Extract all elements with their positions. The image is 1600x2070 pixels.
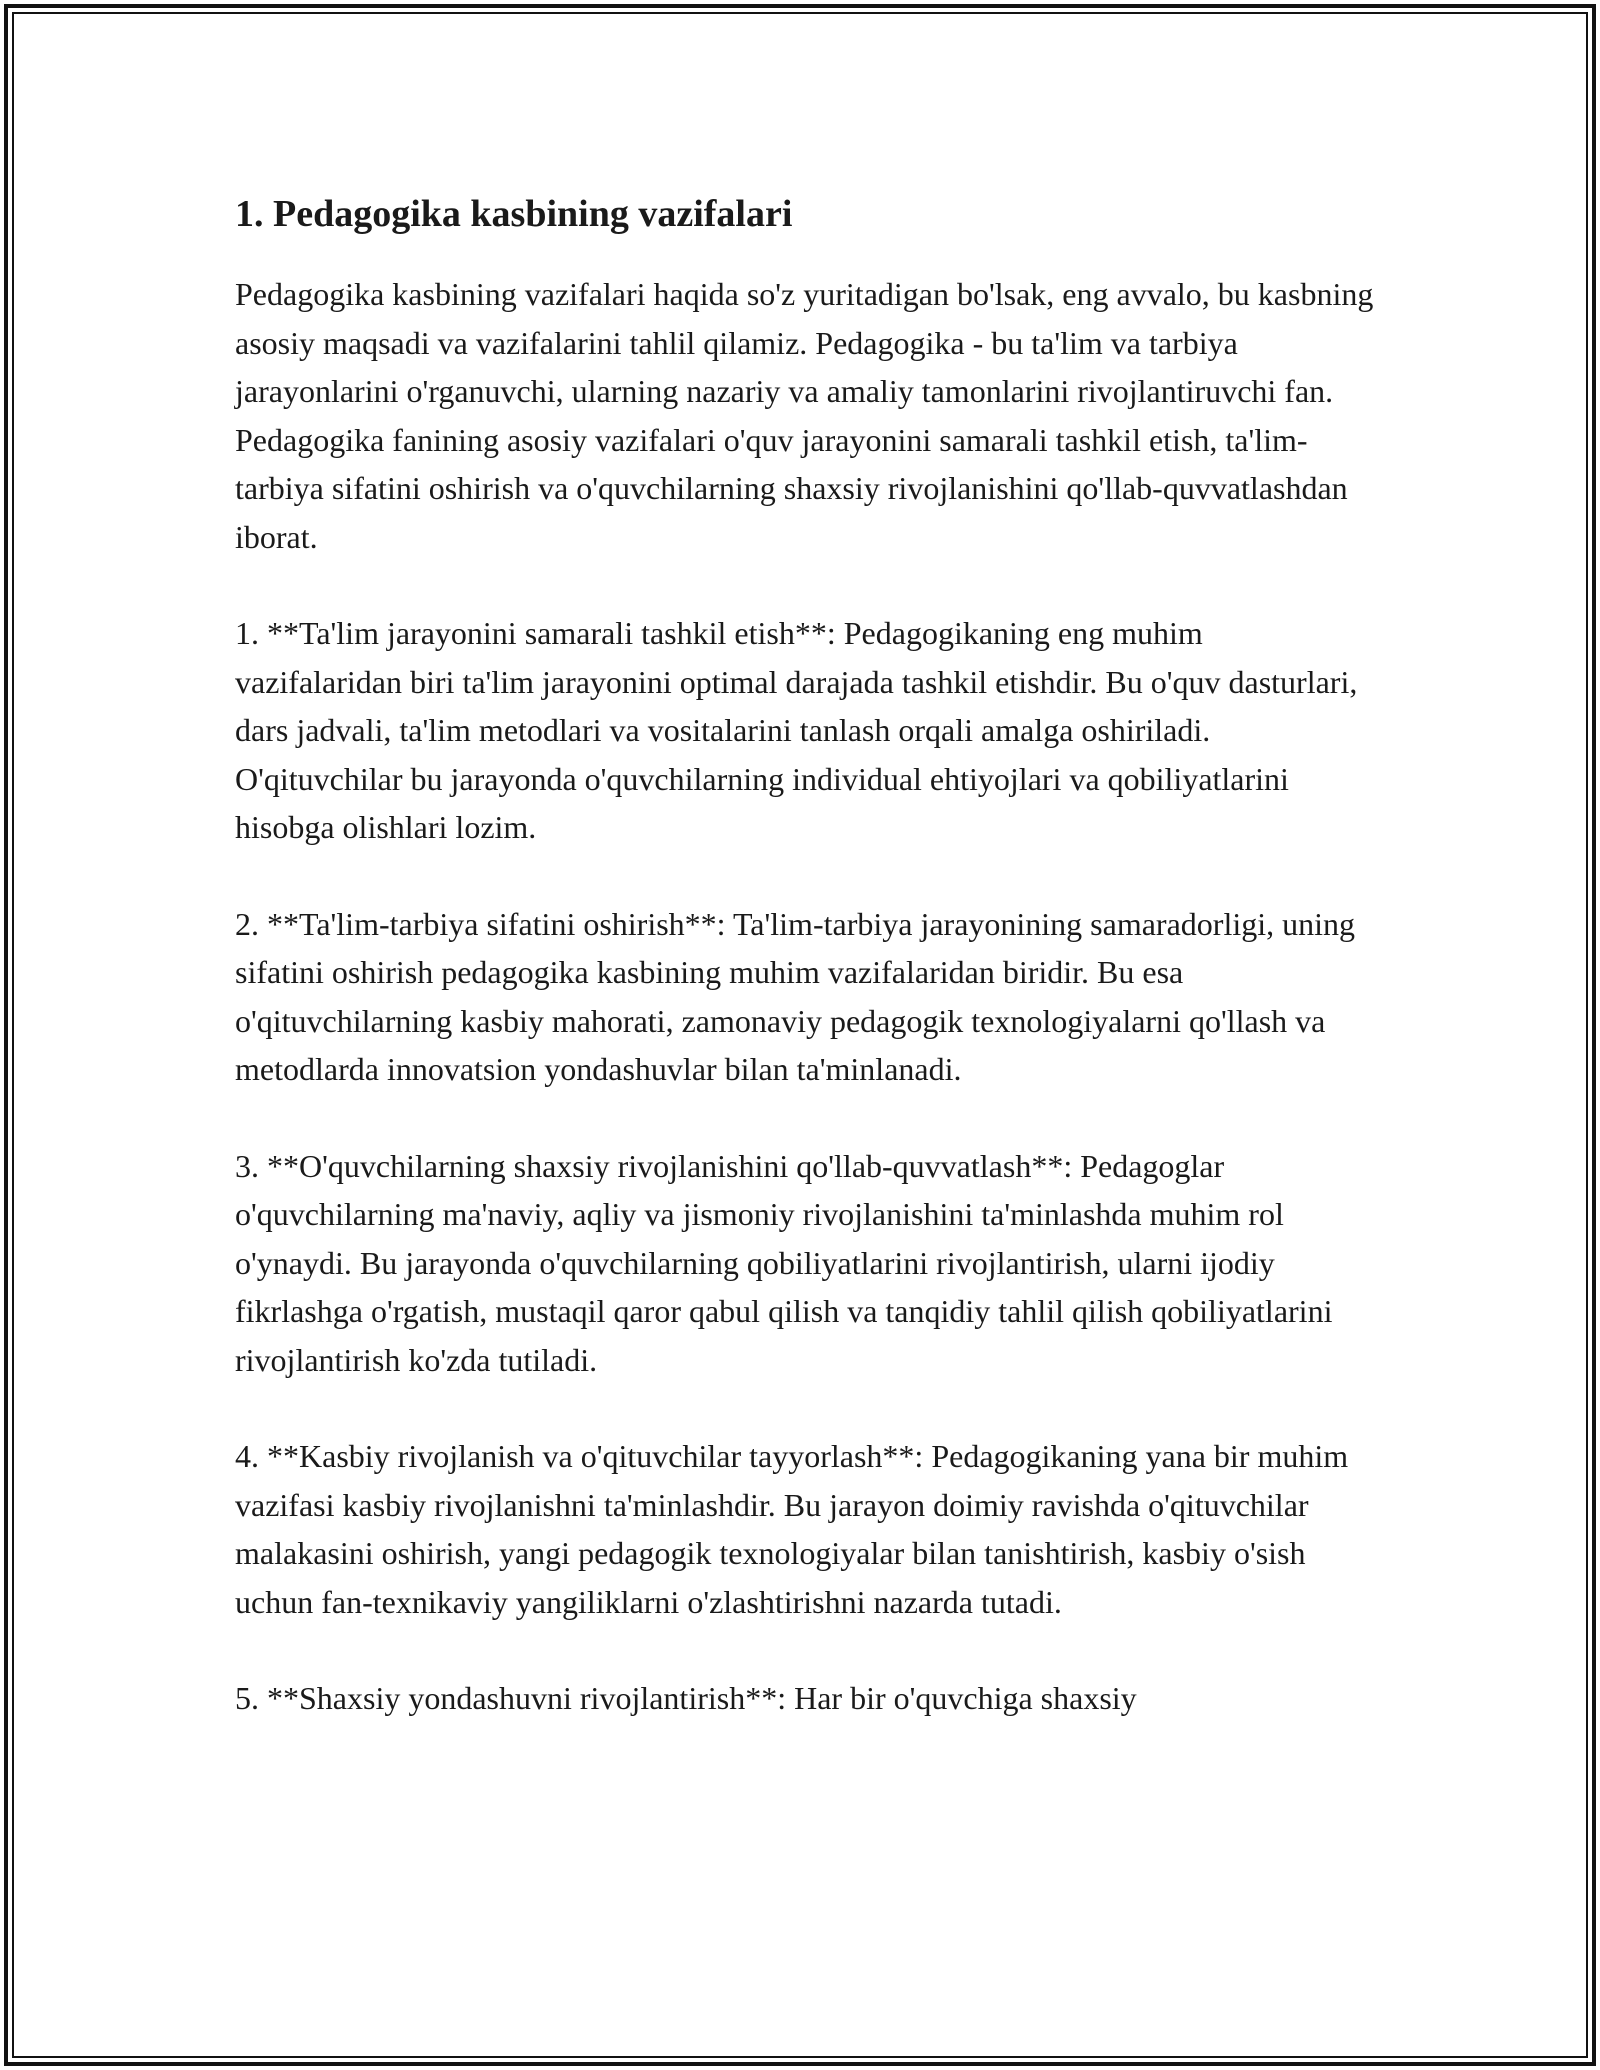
paragraph-item-3: 3. **O'quvchilarning shaxsiy rivojlanishini qo'llab-quvvatlash**: Pedagoglar o'quvchilarning ma'naviy, aqliy va jismoniy rivojlanishini ta'minlashda muhim rol o'ynaydi. Bu jarayonda o'quvchilarning qobiliyatlarini rivojlantirish, ularni ijodiy fikrlashga o'rgatish, mustaqil qaror qabul qilish va tanqidiy tahlil qilish qobiliyatlarini rivojlantirish ko'zda tutiladi.	[235, 1147, 1333, 1378]
paragraph-item-5: 5. **Shaxsiy yondashuvni rivojlantirish**: Har bir o'quvchiga shaxsiy	[235, 1680, 1137, 1716]
paragraph-item-2: 2. **Ta'lim-tarbiya sifatini oshirish**: Ta'lim-tarbiya jarayonining samaradorligi, uning sifatini oshirish pedagogika kasbining muhim vazifalaridan biridir. Bu esa o'qituvchilarning kasbiy mahorati, zamonaviy pedagogik texnologiyalarni qo'llash va metodlarda innovatsion yondashuvlar bilan ta'minlanadi.	[235, 905, 1355, 1087]
document-body	[235, 188, 1375, 1771]
paragraph-item-4: 4. **Kasbiy rivojlanish va o'qituvchilar tayyorlash**: Pedagogikaning yana bir muhim vazifasi kasbiy rivojlanishni ta'minlashdir. Bu jarayon doimiy ravishda o'qituvchilar malakasini oshirish, yangi pedagogik texnologiyalar bilan tanishtirish, kasbiy o'sish uchun fan-texnikaviy yangiliklarni o'zlashtirishni nazarda tutadi.	[235, 1438, 1349, 1620]
section-heading: 1. Pedagogika kasbining vazifalari	[235, 193, 793, 235]
paragraph-item-1: 1. **Ta'lim jarayonini samarali tashkil etish**: Pedagogikaning eng muhim vazifalaridan biri ta'lim jarayonini optimal darajada tashkil etishdir. Bu o'quv dasturlari, dars jadvali, ta'lim metodlari va vositalarini tanlash orqali amalga oshiriladi. O'qituvchilar bu jarayonda o'quvchilarning individual ehtiyojlari va qobiliyatlarini hisobga olishlari lozim.	[235, 615, 1358, 845]
intro-paragraph: Pedagogika kasbining vazifalari haqida so'z yuritadigan bo'lsak, eng avvalo, bu kasbning asosiy maqsadi va vazifalarini tahlil qilamiz. Pedagogika - bu ta'lim va tarbiya jarayonlarini o'rganuvchi, ularning nazariy va amaliy tamonlarini rivojlantiruvchi fan. Pedagogika fanining asosiy vazifalari o'quv jarayonini samarali tashkil etish, ta'lim-tarbiya sifatini oshirish va o'quvchilarning shaxsiy rivojlanishini qo'llab-quvvatlashdan iborat.	[235, 276, 1374, 555]
